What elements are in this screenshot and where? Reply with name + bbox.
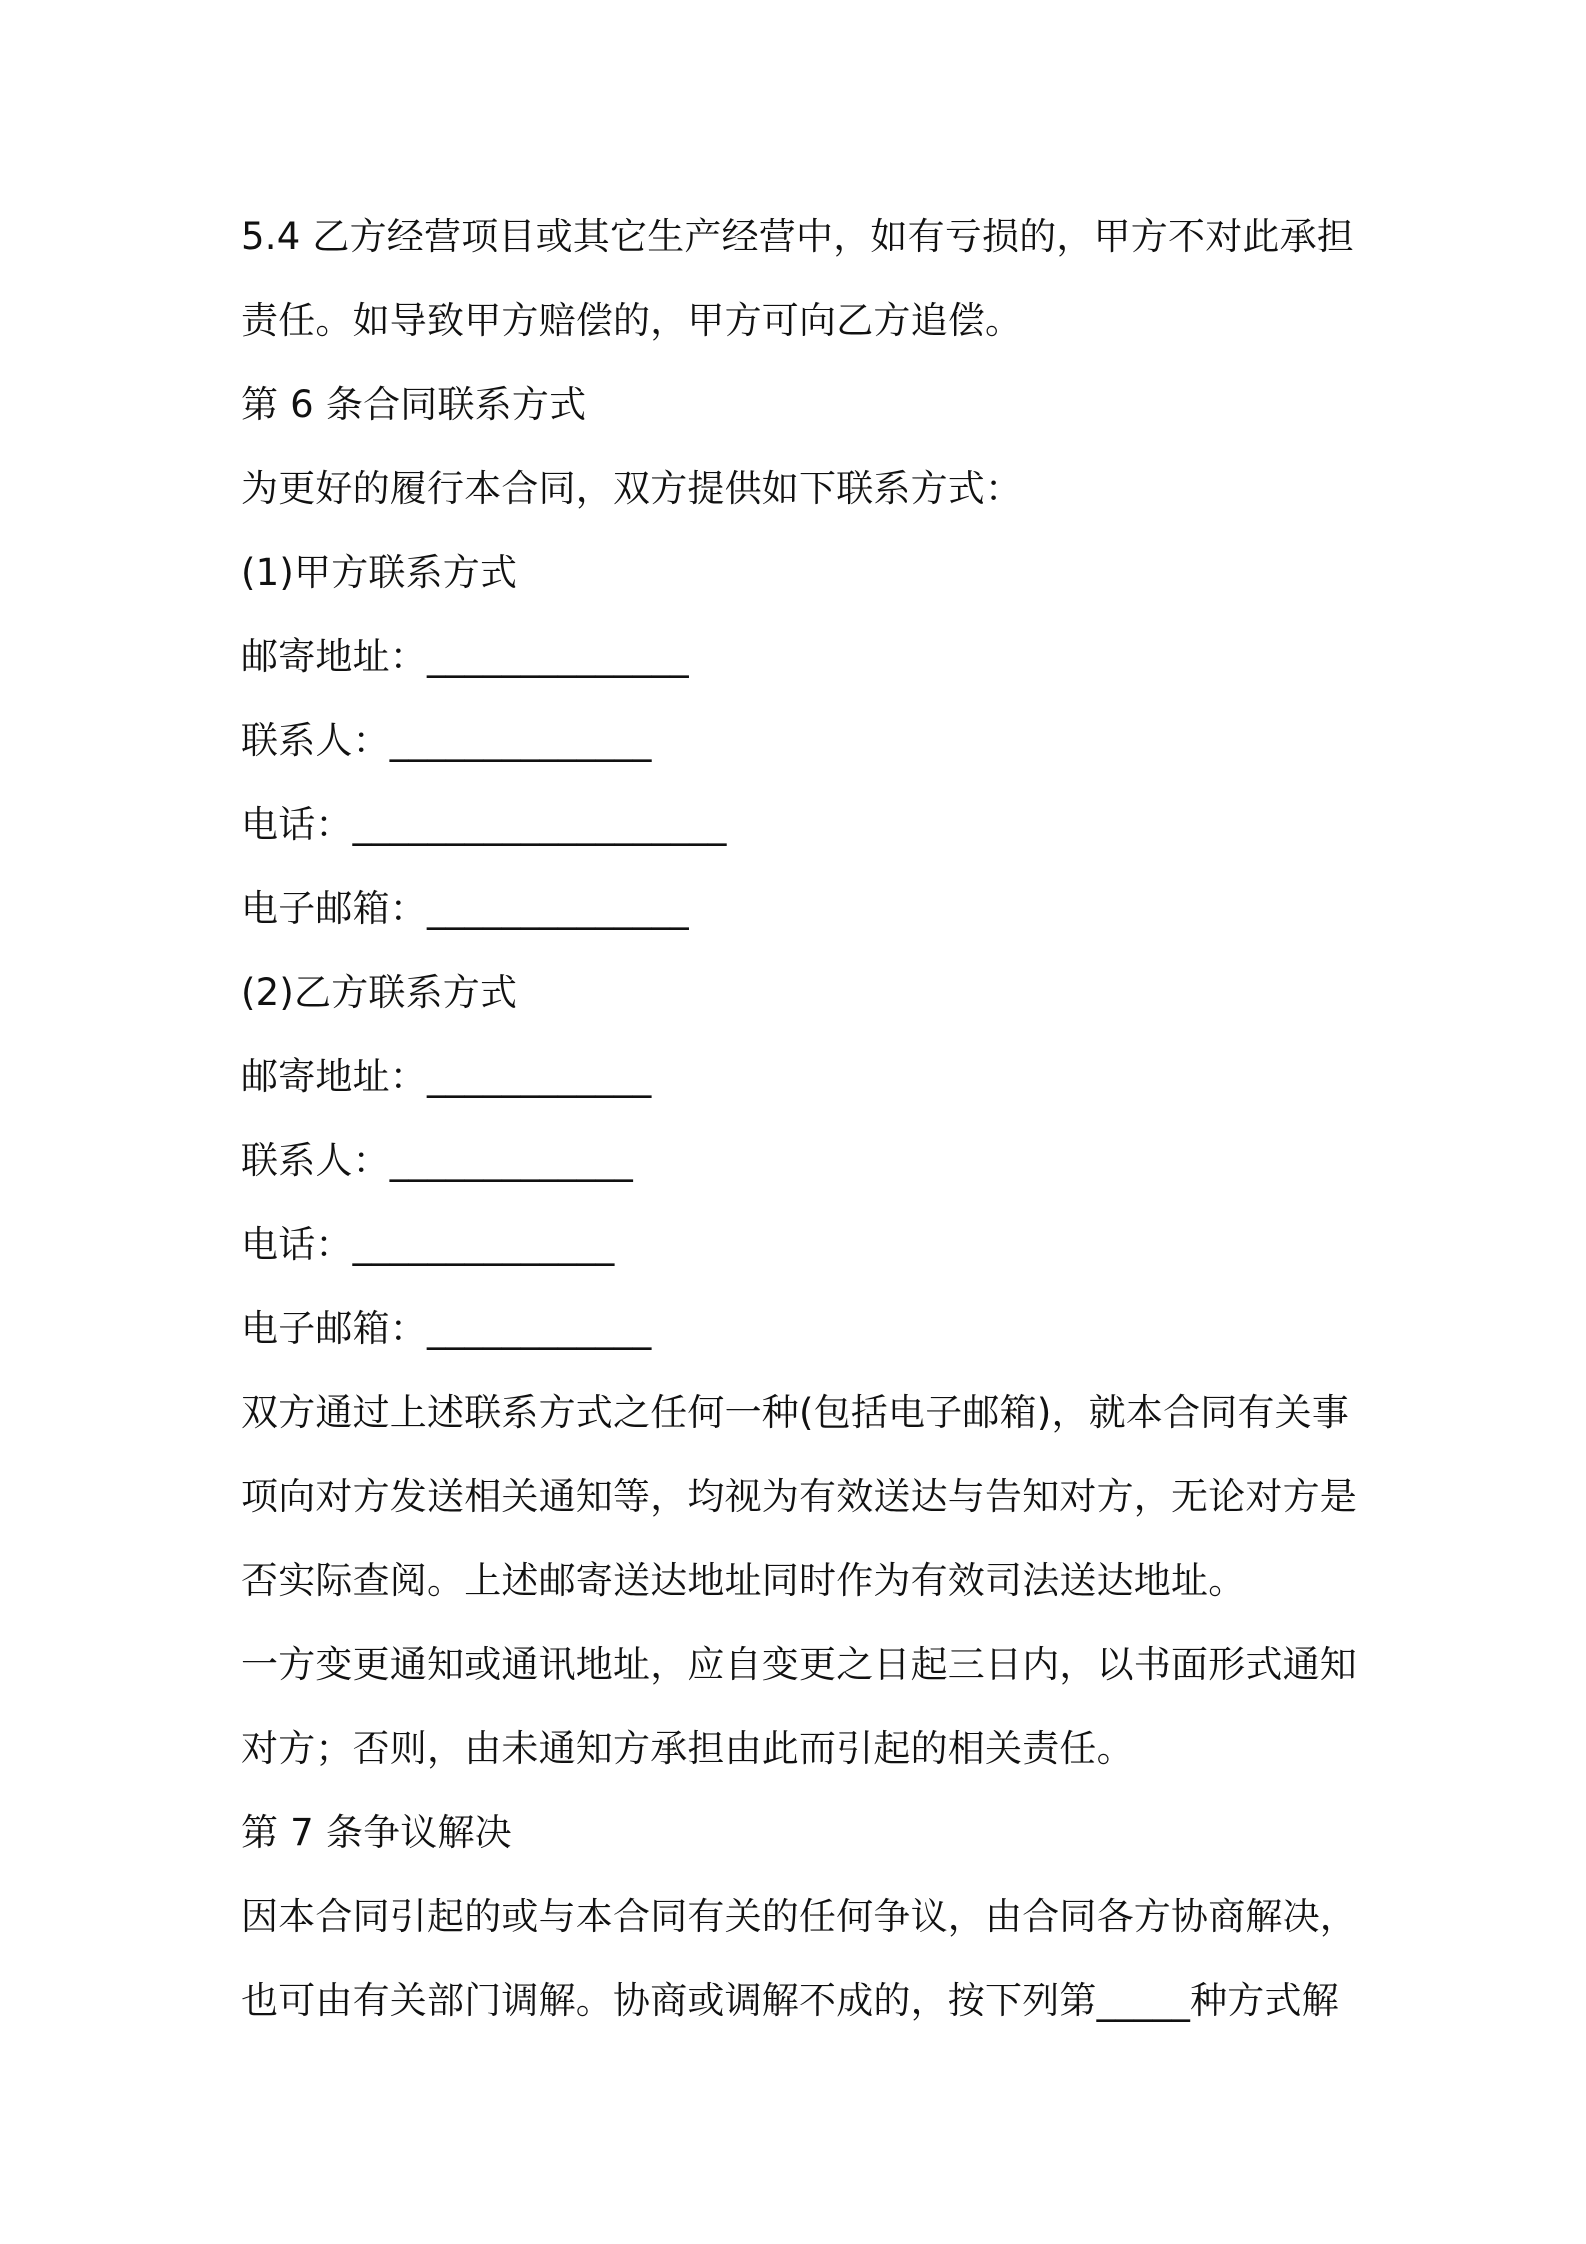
party-a-contact-heading: (1)甲方联系方式 [241,551,518,594]
contract-text-body [241,195,1361,2043]
party-a-mailing-address-field: 邮寄地址：______________ [241,635,689,678]
article-7-heading: 第 7 条争议解决 [241,1811,512,1854]
address-change-line-1: 一方变更通知或通讯地址，应自变更之日起三日内，以书面形式通知 [241,1643,1357,1686]
party-a-contact-person-field: 联系人：______________ [241,719,652,762]
contact-intro: 为更好的履行本合同，双方提供如下联系方式： [241,467,1023,510]
party-a-email-field: 电子邮箱：______________ [241,887,689,930]
clause-5-4-line-1: 5.4 乙方经营项目或其它生产经营中，如有亏损的，甲方不对此承担 [241,215,1355,258]
notice-clause-line-2: 项向对方发送相关通知等，均视为有效送达与告知对方，无论对方是 [241,1475,1357,1518]
article-6-heading: 第 6 条合同联系方式 [241,383,587,426]
party-b-contact-heading: (2)乙方联系方式 [241,971,518,1014]
party-a-phone-field: 电话：____________________ [241,803,727,846]
party-b-contact-person-field: 联系人：_____________ [241,1139,633,1182]
notice-clause-line-1: 双方通过上述联系方式之任何一种(包括电子邮箱)，就本合同有关事 [241,1391,1350,1434]
dispute-clause-line-1: 因本合同引起的或与本合同有关的任何争议，由合同各方协商解决， [241,1895,1357,1938]
clause-5-4-line-2: 责任。如导致甲方赔偿的，甲方可向乙方追偿。 [241,299,1023,342]
address-change-line-2: 对方；否则，由未通知方承担由此而引起的相关责任。 [241,1727,1134,1770]
party-b-email-field: 电子邮箱：____________ [241,1307,652,1350]
dispute-clause-line-2: 也可由有关部门调解。协商或调解不成的，按下列第_____种方式解 [241,1979,1339,2022]
party-b-mailing-address-field: 邮寄地址：____________ [241,1055,652,1098]
party-b-phone-field: 电话：______________ [241,1223,615,1266]
notice-clause-line-3: 否实际查阅。上述邮寄送达地址同时作为有效司法送达地址。 [241,1559,1246,1602]
